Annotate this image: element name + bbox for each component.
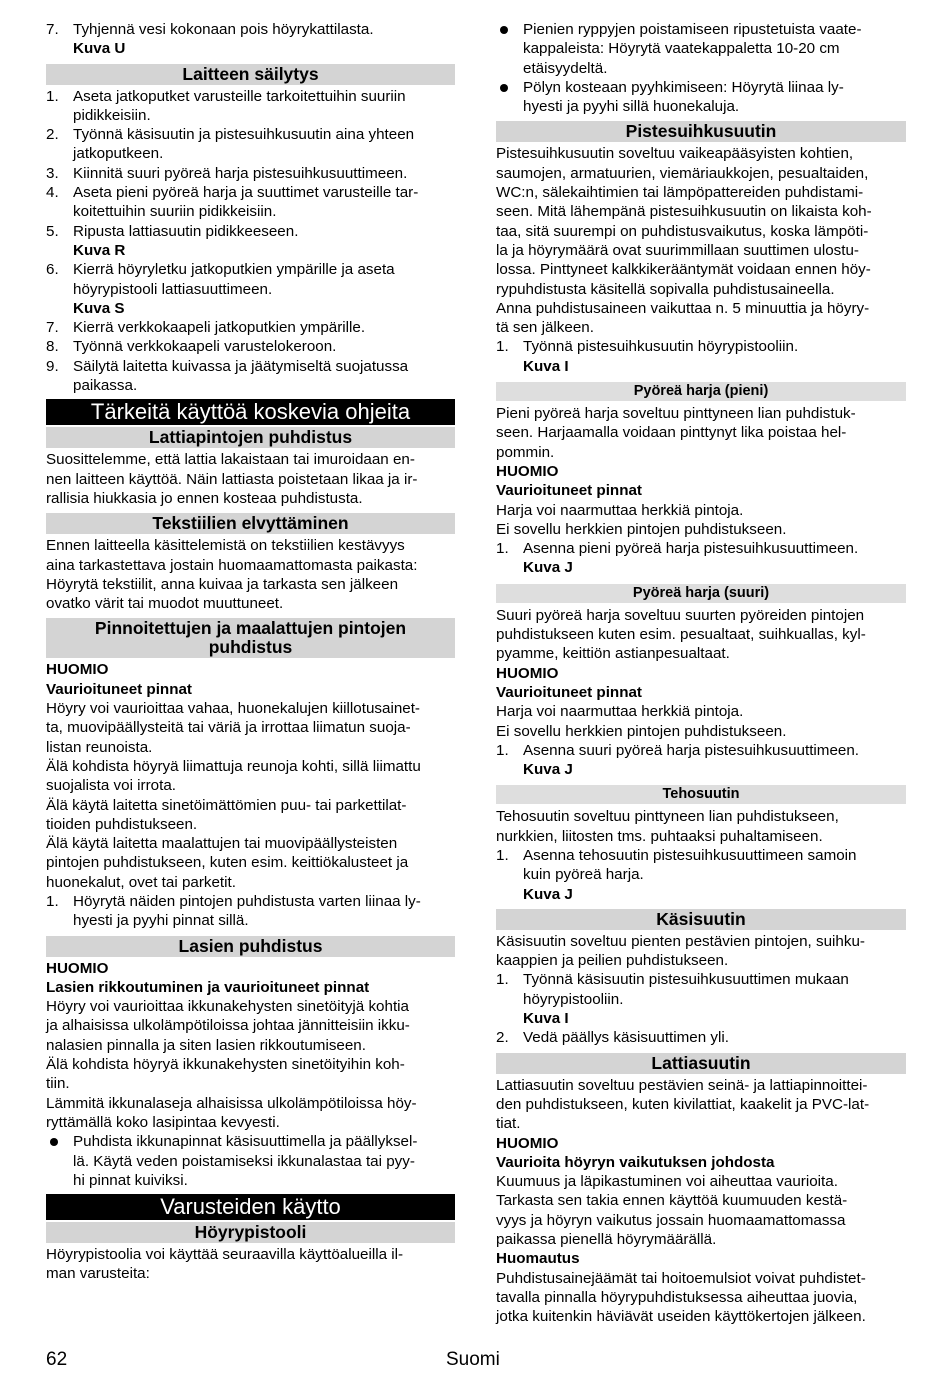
paragraph: Höyrypistoolia voi käyttää seuraavilla käyttöalueilla il- man varusteita:: [46, 1246, 404, 1283]
figure-ref: Kuva J: [523, 885, 573, 903]
bullet-item: Puhdista ikkunapinnat käsisuuttimella ja päällyksel- lä. Käytä veden poistamiseksi ikkunalastaa tai pyy- hi pinnat kuiviksi.: [46, 1132, 455, 1190]
paragraph: Käsisuutin soveltuu pienten pestävien pintojen, suihku- kaappien ja peilien puhdistukseen.: [496, 932, 865, 970]
paragraph: Tarkasta sen takia ennen käyttöä kuumuuden kestä- vyys ja höyryn vaikutus jossain huomaamattomassa paikassa pienellä höyrymäärällä.: [496, 1192, 848, 1249]
warning-label: HUOMIO: [46, 661, 109, 679]
warning-subtitle: Vaurioita höyryn vaikutuksen johdosta: [496, 1153, 775, 1171]
paragraph: Ei sovellu herkkien pintojen puhdistukseen.: [496, 722, 787, 740]
section-heading: Laitteen säilytys: [46, 64, 455, 85]
section-heading: Pistesuihkusuutin: [496, 121, 906, 142]
paragraph: Ennen laitteella käsittelemistä on tekstiilien kestävyys aina tarkastettava jostain huomaamattomasta paikasta: Höyrytä tekstiilit, anna kuivaa ja tarkasta sen jälkeen ovatko värit tai muodot muuttuneet.: [46, 537, 418, 613]
right-column: [496, 20, 906, 1327]
warning-subtitle: Vaurioituneet pinnat: [496, 683, 642, 701]
paragraph: Kuumuus ja läpikastuminen voi aiheuttaa vaurioita.: [496, 1173, 838, 1191]
paragraph: Lämmitä ikkunalaseja alhaisissa ulkolämpötiloissa höy- ryttämällä koko lasipintaa kevyesti.: [46, 1094, 417, 1131]
figure-ref: Kuva I: [523, 1010, 569, 1028]
paragraph: Höyry voi vaurioittaa ikkunakehysten sinetöityjä kohtia ja alhaisissa ulkolämpötiloissa johtaa jännitteisiin ikku- nalasien pinnalla ja siten lasien rikkoutumiseen.: [46, 998, 410, 1054]
list-item: 3. Kiinnitä suuri pyöreä harja pistesuihkusuuttimeen.: [46, 164, 408, 182]
page-language: Suomi: [446, 1349, 500, 1370]
list-item: 2. Vedä päällys käsisuuttimen yli.: [496, 1029, 729, 1047]
storage-list: [46, 87, 455, 396]
list-item: 8. Työnnä verkkokaapeli varustelokeroon.: [46, 338, 337, 356]
warning-subtitle: Vaurioituneet pinnat: [46, 680, 192, 698]
list-item: 4. Aseta pieni pyöreä harja ja suuttimet varusteille tar- koitettuihin suuriin pidikkeisiin.: [46, 184, 419, 221]
section-heading: Lattiasuutin: [496, 1053, 906, 1074]
paragraph: Suuri pyöreä harja soveltuu suurten pyöreiden pintojen puhdistukseen kuten esim. pesualtaat, suihkuallas, kyl- pyamme, keittiön astianpesualtaat.: [496, 606, 866, 663]
bullet-icon: [500, 84, 508, 92]
paragraph: Älä käytä laitetta sinetöimättömien puu- tai parkettilat- tioiden puhdistukseen.: [46, 796, 407, 833]
bullet-item: Pienien ryppyjen poistamiseen ripustetuista vaate- kappaleista: Höyrytä vaatekappaletta 10-20 cm etäisyydeltä.: [496, 20, 906, 78]
list-item: 1. Aseta jatkoputket varusteille tarkoitettuihin suuriin pidikkeisiin.: [46, 87, 406, 124]
list-item: 1. Asenna pieni pyöreä harja pistesuihkusuuttimeen.: [496, 540, 859, 558]
warning-label: HUOMIO: [46, 959, 109, 977]
figure-ref: Kuva I: [523, 357, 569, 375]
subsection-heading: Tehosuutin: [496, 785, 906, 804]
paragraph: Höyry voi vaurioittaa vahaa, huonekalujen kiillotusainet- ta, muovipäällysteitä tai väriä ja irrottaa liimatun suoja- listan reunoista.: [46, 700, 420, 756]
list-item: 9. Säilytä laitetta kuivassa ja jäätymiseltä suojatussa paikassa.: [46, 357, 409, 395]
list-item: 7. Tyhjennä vesi kokonaan pois höyrykattilasta.: [46, 21, 374, 38]
paragraph: Suosittelemme, että lattia lakaistaan tai imuroidaan en- nen laitteen käyttöä. Näin lattiasta poistetaan likaa ja ir- rallisia hiukkasia jo ennen kosteaa puhdistusta.: [46, 451, 418, 507]
paragraph: Harja voi naarmuttaa herkkiä pintoja.: [496, 703, 744, 721]
warning-label: HUOMIO: [496, 462, 559, 480]
warning-label: HUOMIO: [496, 1134, 559, 1152]
section-heading: Käsisuutin: [496, 909, 906, 930]
figure-ref: Kuva U: [73, 40, 126, 58]
paragraph: Pieni pyöreä harja soveltuu pinttyneen lian puhdistuk- seen. Harjaamalla voidaan pinttynyt lika poistaa hel- pommin.: [496, 405, 856, 461]
subsection-heading: Pyöreä harja (pieni): [496, 382, 906, 401]
list-item: 1. Työnnä käsisuutin pistesuihkusuuttimen mukaan höyrypistooliin.: [496, 971, 849, 1008]
list-item: 2. Työnnä käsisuutin ja pistesuihkusuutin aina yhteen jatkoputkeen.: [46, 126, 415, 163]
warning-subtitle: Lasien rikkoutuminen ja vaurioituneet pinnat: [46, 978, 370, 996]
paragraph: Harja voi naarmuttaa herkkiä pintoja.: [496, 501, 744, 519]
list-item: 1. Työnnä pistesuihkusuutin höyrypistooliin.: [496, 338, 799, 356]
paragraph: Puhdistusainejäämät tai hoitoemulsiot voivat puhdistet- tavalla pinnalla höyrypuhdistuksessa aiheuttaa juovia, jotka kuitenkin häviävät useiden käyttökertojen jälkeen.: [496, 1269, 866, 1326]
paragraph: Lattiasuutin soveltuu pestävien seinä- ja lattiapinnoittei- den puhdistukseen, kuten kivilattiat, kaakelit ja PVC-lat- tiat.: [496, 1076, 870, 1133]
list-item: 5. Ripusta lattiasuutin pidikkeeseen.: [46, 222, 299, 240]
list-item: 1. Asenna suuri pyöreä harja pistesuihkusuuttimeen.: [496, 741, 860, 759]
paragraph: Ei sovellu herkkien pintojen puhdistukseen.: [496, 520, 787, 538]
subsection-heading: Pyöreä harja (suuri): [496, 584, 906, 603]
section-heading: Lattiapintojen puhdistus: [46, 427, 455, 448]
page-number: 62: [46, 1349, 68, 1370]
chapter-heading: Varusteiden käytto: [46, 1194, 455, 1220]
paragraph: Pistesuihkusuutin soveltuu vaikeapääsyisten kohtien, saumojen, armatuurien, viemäriaukkojen, pesualtaiden, WC:n, sälekaihtimien tai lämpöpattereiden puhdistami- seen. Mitä lähempänä pistesuihkusuutin on likaista koh- taa, sitä suurempi on puhdistusvaikutus, koska lämpöti- la ja höyrymäärä ovat suurimmillaan suuttimen ulostu- lossa. Pinttyneet kalkkikerääntymät voidaan ennen höy- rypuhdistusta käsitellä sopivalla puhdistusaineella. Anna puhdistusaineen vaikuttaa n. 5 minuuttia ja höyry- tä sen jälkeen.: [496, 145, 872, 337]
paragraph: Tehosuutin soveltuu pinttyneen lian puhdistukseen, nurkkien, liitosten tms. puhtaaksi puhaltamiseen.: [496, 808, 839, 845]
section-heading: Pinnoitettujen ja maalattujen pintojen puhdistus: [46, 618, 455, 658]
list-item: 1. Höyrytä näiden pintojen puhdistusta varten liinaa ly- hyesti ja pyyhi pinnat sillä.: [46, 892, 421, 930]
figure-ref: Kuva S: [73, 299, 125, 317]
chapter-heading: Tärkeitä käyttöä koskevia ohjeita: [46, 399, 455, 425]
list-item: 7. Kierrä verkkokaapeli jatkoputkien ympärille.: [46, 319, 366, 337]
paragraph: Älä kohdista höyryä liimattuja reunoja kohti, sillä liimattu suojalista voi irrota.: [46, 757, 421, 795]
warning-label: HUOMIO: [496, 664, 559, 682]
paragraph: Älä kohdista höyryä ikkunakehysten sinetöityihin koh- tiin.: [46, 1056, 405, 1093]
figure-ref: Kuva J: [523, 761, 573, 779]
bullet-icon: [500, 26, 508, 34]
warning-subtitle: Vaurioituneet pinnat: [496, 482, 642, 500]
list-item: 6. Kierrä höyryletku jatkoputkien ympärille ja aseta höyrypistooli lattiasuuttimeen.: [46, 261, 395, 298]
section-heading: Lasien puhdistus: [46, 936, 455, 957]
bullet-item: Pölyn kosteaan pyyhkimiseen: Höyrytä liinaa ly- hyesti ja pyyhi sillä huonekaluja.: [496, 78, 906, 117]
left-column: [46, 20, 455, 1284]
paragraph: Älä käytä laitetta maalattujen tai muovipäällysteisten pintojen puhdistukseen, kuten esim. keittiökalusteet ja huonekalut, ovet tai parketit.: [46, 835, 409, 891]
section-heading: Tekstiilien elvyttäminen: [46, 513, 455, 534]
note-label: Huomautus: [496, 1250, 580, 1268]
list-item: 1. Asenna tehosuutin pistesuihkusuuttimeen samoin kuin pyöreä harja.: [496, 846, 857, 884]
bullet-icon: [50, 1138, 58, 1146]
figure-ref: Kuva J: [523, 559, 573, 577]
section-heading: Höyrypistooli: [46, 1222, 455, 1243]
figure-ref: Kuva R: [73, 241, 126, 259]
